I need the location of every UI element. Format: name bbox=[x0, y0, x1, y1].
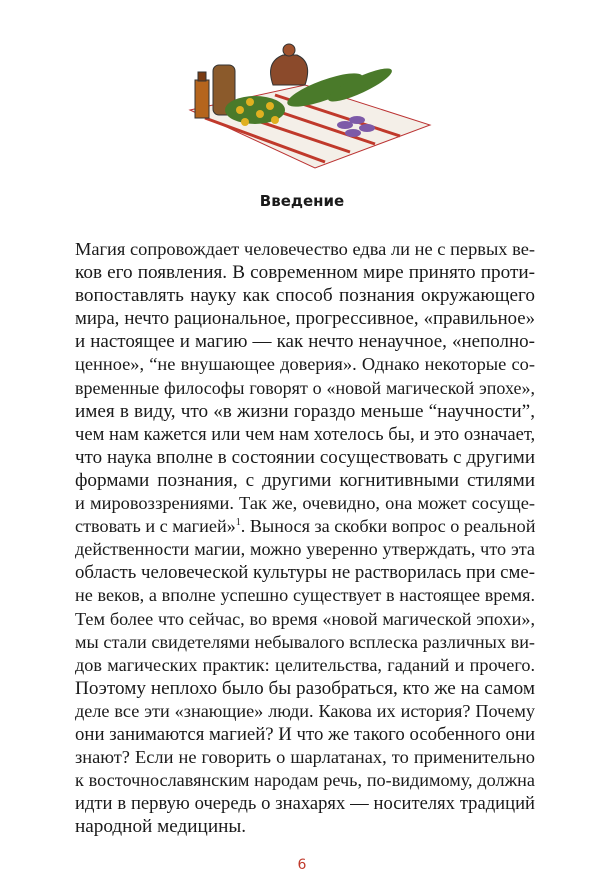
text-line: дов магических практик: целительства, гаданий и прочего. bbox=[75, 654, 535, 675]
text-line: идти в первую очередь о знахарях — носителях традиций bbox=[75, 793, 535, 815]
text-line: вопоставлять науку как способ познания окружающего bbox=[75, 285, 535, 307]
text-line: и настоящее и магию — как нечто ненаучное, «неполно- bbox=[75, 331, 535, 353]
text-line: и мировоззрениями. Так же, очевидно, она может сосуще- bbox=[75, 493, 535, 514]
text-line: формами познания, с другими когнитивными стилями bbox=[75, 469, 535, 491]
chapter-heading: Введение bbox=[259, 192, 345, 210]
text-line: они занимаются магией? И что же такого особенного они bbox=[75, 723, 535, 745]
text-segment: ствовать и с магией» bbox=[75, 516, 236, 537]
page-number: 6 bbox=[297, 857, 307, 873]
text-line: народной медицины. bbox=[75, 816, 247, 838]
text-line: деле все эти «знающие» люди. Какова их история? Почему bbox=[75, 700, 535, 721]
intro-paragraph bbox=[75, 238, 535, 838]
text-line: имея в виду, что «в жизни гораздо меньше “научности”, bbox=[75, 400, 535, 422]
text-line: ценное», “не внушающее доверия». Однако некоторые со- bbox=[75, 354, 535, 375]
text-line: Магия сопровождает человечество едва ли не с первых ве- bbox=[75, 239, 535, 259]
footnote-marker[interactable]: 1 bbox=[235, 517, 241, 529]
text-line: что наука вполне в состоянии сосуществовать с другими bbox=[75, 446, 535, 468]
text-line: к восточнославянским народам речь, по-видимому, должна bbox=[75, 770, 535, 791]
text-line: временные философы говорят о «новой магической эпохе», bbox=[75, 377, 535, 398]
text-segment: . Вынося за скобки вопрос о реальной bbox=[240, 516, 536, 537]
text-line: мира, нечто рациональное, прогрессивное, «правильное» bbox=[75, 308, 535, 330]
text-line: знают? Если не говорить о шарлатанах, то применительно bbox=[75, 747, 535, 768]
text-line: не веков, а вполне успешно существует в настоящее время. bbox=[75, 585, 535, 606]
text-line: Тем более что сейчас, во время «новой магической эпохи», bbox=[75, 608, 535, 629]
text-line: область человеческой культуры не растворилась при сме- bbox=[75, 562, 535, 584]
text-line-with-footnote bbox=[75, 515, 535, 538]
herbs-illustration bbox=[185, 40, 435, 170]
text-line: мы стали свидетелями небывалого всплеска различных ви- bbox=[75, 631, 535, 652]
text-line: Поэтому неплохо было бы разобраться, кто же на самом bbox=[75, 677, 535, 699]
text-line: чем нам кажется или чем нам хотелось бы, и это означает, bbox=[75, 423, 536, 445]
text-line: действенности магии, можно уверенно утверждать, что эта bbox=[75, 539, 535, 560]
text-line: ков его появления. В современном мире принято проти- bbox=[75, 262, 535, 284]
